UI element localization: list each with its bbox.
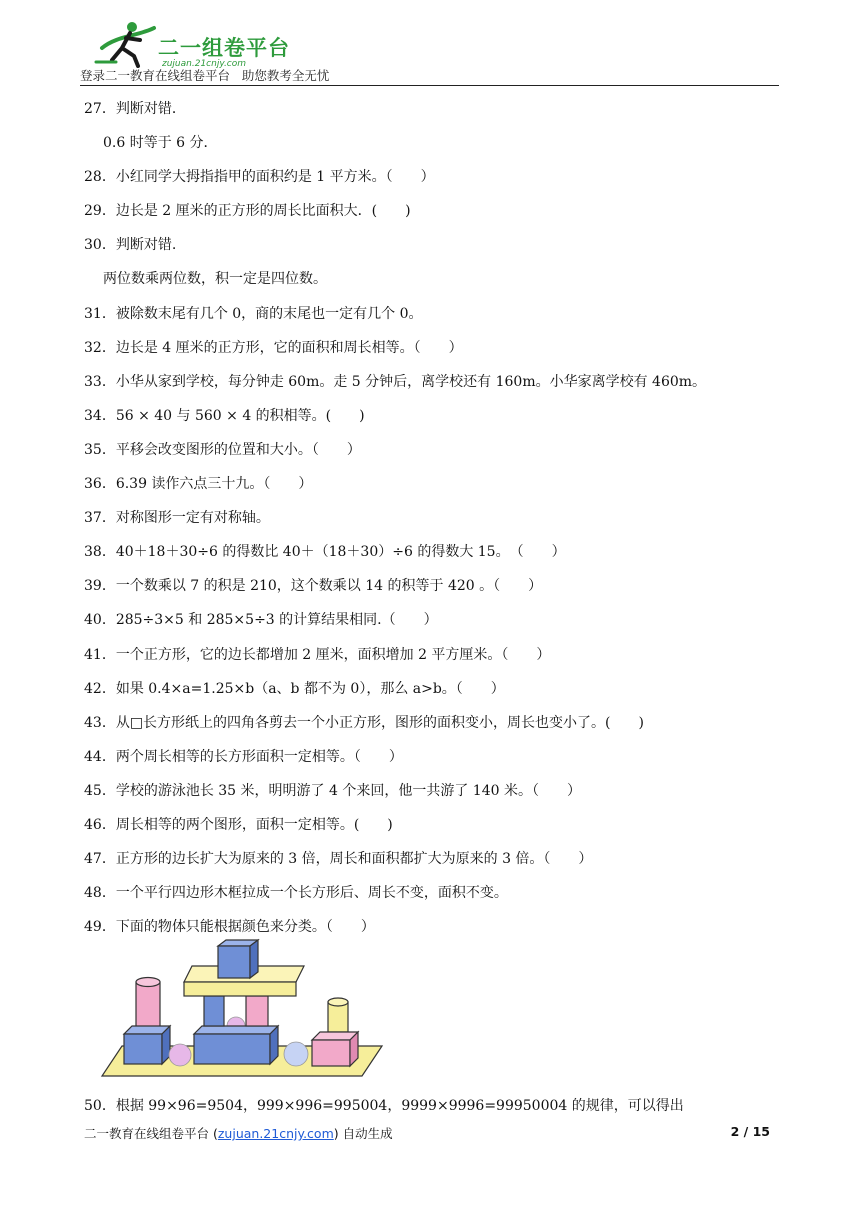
question-29: 29．边长是 2 厘米的正方形的周长比面积大．( ): [84, 203, 411, 220]
question-45: 45．学校的游泳池长 35 米，明明游了 4 个来回，他一共游了 140 米。（ ）: [84, 782, 581, 799]
question-43: 43．从□长方形纸上的四角各剪去一个小正方形，图形的面积变小，周长也变小了。( ): [84, 714, 644, 731]
question-27-statement: 0.6 时等于 6 分．: [103, 135, 218, 152]
question-27: 27．判断对错．: [84, 101, 186, 117]
question-30-statement: 两位数乘两位数，积一定是四位数。: [103, 271, 327, 288]
question-49: 49．下面的物体只能根据颜色来分类。（ ）: [84, 919, 375, 936]
page-header: [80, 14, 780, 86]
question-28: 28．小红同学大拇指指甲的面积约是 1 平方米。（ ）: [84, 169, 435, 186]
brand-url: zujuan.21cnjy.com: [162, 59, 247, 69]
question-37: 37．对称图形一定有对称轴。: [84, 510, 270, 527]
question-46: 46．周长相等的两个图形，面积一定相等。( ): [84, 816, 393, 833]
page-footer: [84, 1124, 393, 1142]
question-list: [84, 92, 774, 944]
question-34: 34．56 × 40 与 560 × 4 的积相等。( ): [84, 407, 365, 424]
runner-logo-icon: [92, 18, 162, 68]
question-31: 31．被除数末尾有几个 0，商的末尾也一定有几个 0。: [84, 305, 423, 322]
page-number: 2 / 15: [730, 1124, 770, 1139]
question-36: 36．6.39 读作六点三十九。（ ）: [84, 476, 313, 493]
footer-link[interactable]: zujuan.21cnjy.com: [217, 1126, 334, 1141]
header-slogan: 登录二一教育在线组卷平台 助您教考全无忧: [80, 68, 330, 83]
question-35: 35．平移会改变图形的位置和大小。（ ）: [84, 441, 361, 458]
brand-name: 二一组卷平台: [158, 36, 290, 60]
question-33: 33．小华从家到学校，每分钟走 60m。走 5 分钟后，离学校还有 160m。小华家离学校有 460m。: [84, 373, 707, 390]
question-40: 40．285÷3×5 和 285×5÷3 的计算结果相同.（ ）: [84, 612, 438, 629]
question-47: 47．正方形的边长扩大为原来的 3 倍，周长和面积都扩大为原来的 3 倍。（ ）: [84, 851, 593, 868]
footer-prefix: 二一教育在线组卷平台 (: [84, 1126, 218, 1141]
question-48: 48．一个平行四边形木框拉成一个长方形后、周长不变，面积不变。: [84, 885, 508, 902]
question-32: 32．边长是 4 厘米的正方形，它的面积和周长相等。（ ）: [84, 339, 463, 356]
question-38: 38．40＋18＋30÷6 的得数比 40＋（18＋30）÷6 的得数大 15。 （ ）: [84, 544, 566, 561]
question-50: 50．根据 99×96=9504，999×996=995004，9999×9996=99950004 的规律，可以得出: [84, 1098, 684, 1114]
question-42: 42．如果 0.4×a=1.25×b（a、b 都不为 0），那么 a>b。（ ）: [84, 680, 505, 697]
question-39: 39．一个数乘以 7 的积是 210，这个数乘以 14 的积等于 420 。（ ）: [84, 578, 543, 595]
question-41: 41．一个正方形，它的边长都增加 2 厘米，面积增加 2 平方厘米。（ ）: [84, 646, 551, 663]
question-44: 44．两个周长相等的长方形面积一定相等。（ ）: [84, 748, 403, 765]
blocks-illustration: [100, 938, 386, 1084]
header-divider: [80, 85, 779, 86]
question-30: 30．判断对错.: [84, 237, 177, 254]
footer-suffix: ) 自动生成: [333, 1126, 393, 1141]
